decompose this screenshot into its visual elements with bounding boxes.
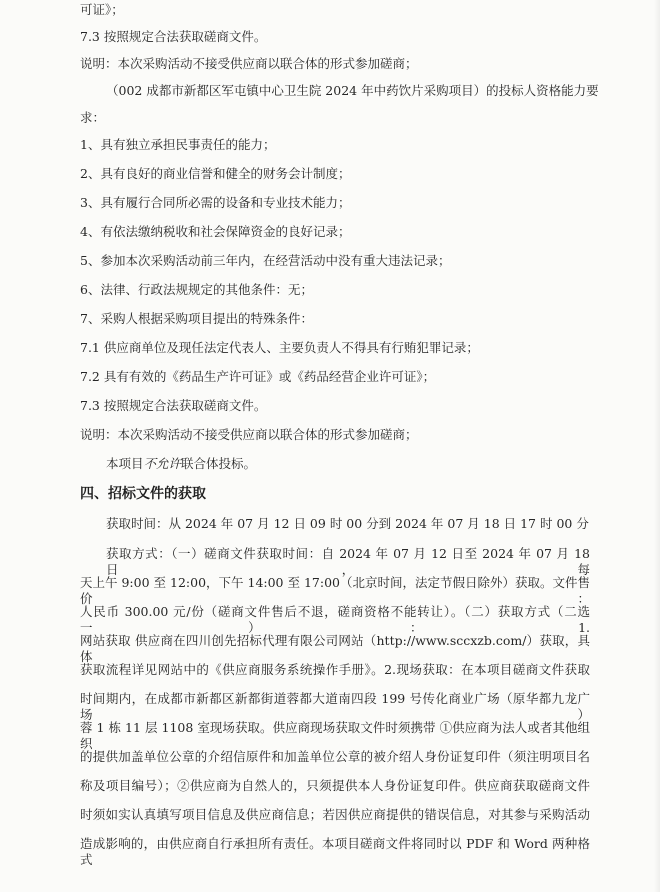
paragraph-line: 天上午 9:00 至 12:00，下午 14:00 至 17:00（北京时间，法定节假日除外）获取。文件售价： <box>80 575 590 606</box>
list-item: 4、有依法缴纳税收和社会保障资金的良好记录； <box>80 224 351 239</box>
list-item: 7.1 供应商单位及现任法定代表人、主要负责人不得具有行贿犯罪记录； <box>80 340 479 355</box>
list-item: 5、参加本次采购活动前三年内，在经营活动中没有重大违法记录； <box>80 253 451 268</box>
text-line: 求： <box>80 110 106 125</box>
text-line: 说明：本次采购活动不接受供应商以联合体的形式参加磋商； <box>80 427 418 442</box>
paragraph-line: 的提供加盖单位公章的介绍信原件和加盖单位公章的被介绍人身份证复印件（须注明项目名 <box>80 749 590 764</box>
list-item: 6、法律、行政法规规定的其他条件：无； <box>80 282 313 297</box>
list-item: 1、具有独立承担民事责任的能力； <box>80 137 276 152</box>
text-line: 说明：本次采购活动不接受供应商以联合体的形式参加磋商； <box>80 56 418 71</box>
paragraph-line: 获取方式：（一）磋商文件获取时间：自 2024 年 07 月 12 日至 2024 年 07 月 18 日，每 <box>106 546 590 577</box>
list-item: 7.2 具有有效的《药品生产许可证》或《药品经营企业许可证》； <box>80 369 436 384</box>
paragraph-line: 蓉 1 栋 11 层 1108 室现场获取。供应商现场获取文件时须携带 ①供应商为法人或者其他组织 <box>80 720 590 751</box>
text-line: （002 成都市新都区军屯镇中心卫生院 2024 年中药饮片采购项目）的投标人资格能力要 <box>106 83 599 98</box>
note-prefix: 本项目 <box>106 456 144 471</box>
text-line: 可证》； <box>80 2 124 17</box>
section-heading: 四、招标文件的获取 <box>80 486 206 502</box>
list-item: 7.3 按照规定合法获取磋商文件。 <box>80 398 267 413</box>
paragraph-line: 网站获取 供应商在四川创先招标代理有限公司网站（http://www.sccxzb.com/）获取，具体 <box>80 633 590 664</box>
paragraph-line: 时间期内，在成都市新都区新都街道蓉都大道南四段 199 号传化商业广场（原华都九龙广场） <box>80 691 590 722</box>
paragraph-line: 人民币 300.00 元/份（磋商文件售后不退，磋商资格不能转让）。（二）获取方式（二选一）：1. <box>80 604 590 635</box>
list-item: 2、具有良好的商业信誉和健全的财务会计制度； <box>80 166 351 181</box>
paragraph-line: 造成影响的，由供应商自行承担所有责任。本项目磋商文件将同时以 PDF 和 Word 两种格式 <box>80 836 590 867</box>
paragraph-line: 时须如实认真填写项目信息及供应商信息；若因供应商提供的错误信息，对其参与采购活动 <box>80 807 590 822</box>
paragraph-line: 获取流程详见网站中的《供应商服务系统操作手册》。2.现场获取：在本项目磋商文件获取 <box>80 662 590 677</box>
paragraph-line: 称及项目编号）；②供应商为自然人的，只须提供本人身份证复印件。供应商获取磋商文件 <box>80 778 590 793</box>
text-line: 7.3 按照规定合法获取磋商文件。 <box>80 29 267 44</box>
note-suffix: 联合体投标。 <box>181 456 257 471</box>
list-item: 7、采购人根据采购项目提出的特殊条件： <box>80 311 313 326</box>
scan-shadow <box>654 0 660 892</box>
note-emphasis: 不允许 <box>143 456 182 471</box>
acquire-time: 获取时间：从 2024 年 07 月 12 日 09 时 00 分到 2024 年 07 月 18 日 17 时 00 分 <box>106 516 589 531</box>
consortium-note <box>106 456 256 472</box>
list-item: 3、具有履行合同所必需的设备和专业技术能力； <box>80 195 351 210</box>
